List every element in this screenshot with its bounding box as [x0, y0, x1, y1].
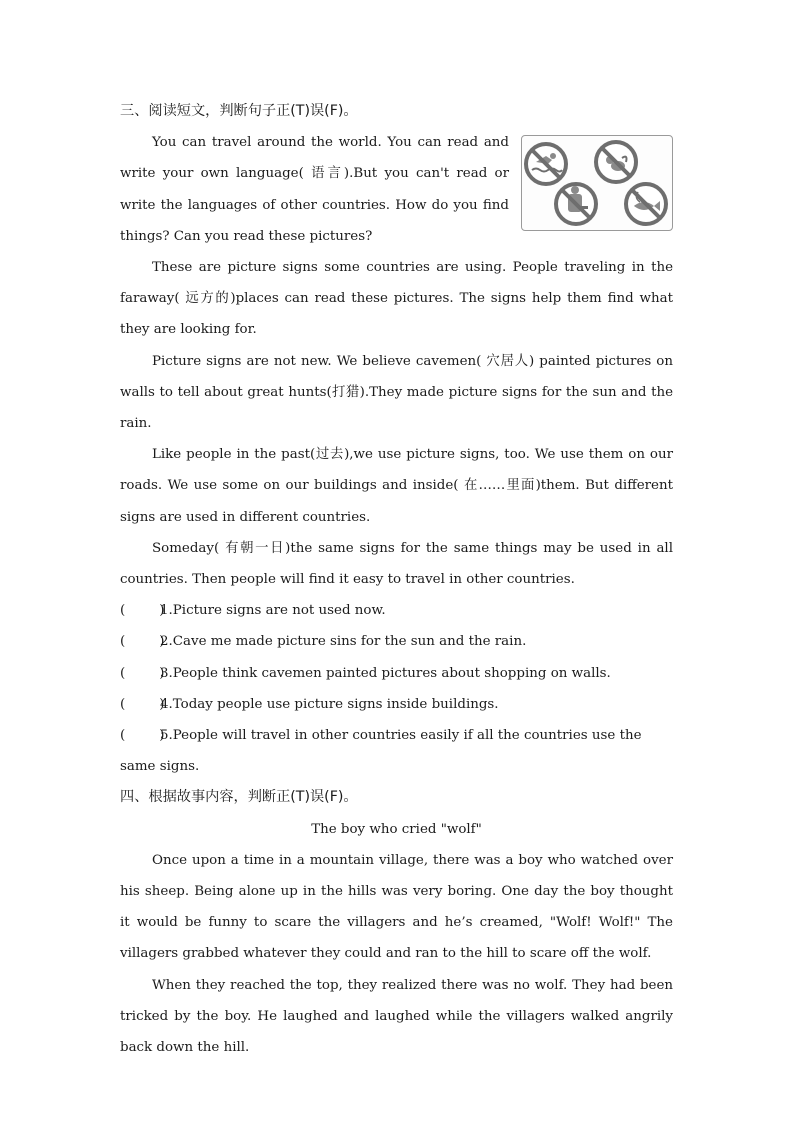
no-smoking-icon: [556, 184, 596, 224]
answer-blank-3[interactable]: ( ): [120, 665, 165, 681]
question-5: [120, 720, 673, 782]
passage-paragraph-3: Picture signs are not new. We believe cavemen( 穴居人) painted pictures on walls to tell about great hunts(打猎).They made picture signs for the sun and the rain.: [120, 353, 673, 432]
no-pets-icon: [596, 142, 636, 182]
story-title: The boy who cried "wolf": [311, 821, 482, 837]
question-text-3: 3.People think cavemen painted pictures about shopping on walls.: [160, 665, 611, 681]
passage-paragraph-4: Like people in the past(过去),we use picture signs, too. We use them on our roads. We use some on our buildings and inside( 在……里面)them. But different signs are used in different countries.: [120, 447, 673, 525]
section3-heading: 三、阅读短文，判断句子正(T)误(F)。: [120, 103, 358, 119]
question-text-4: 4.Today people use picture signs inside buildings.: [160, 696, 499, 712]
passage-paragraph-1: You can travel around the world. You can read and write your own language( 语言).But you can't read or write the languages of other countries. How do you find things? Can you read these pictures?: [120, 135, 509, 244]
picture-signs-image: [521, 135, 673, 231]
answer-blank-1[interactable]: ( ): [120, 603, 165, 619]
no-swimming-icon: [526, 144, 566, 184]
answer-blank-5[interactable]: ( ): [120, 728, 165, 744]
question-text-5: 5.People will travel in other countries easily if all the countries use the same signs.: [120, 728, 642, 775]
answer-blank-2[interactable]: ( ): [120, 634, 165, 650]
answer-blank-4[interactable]: ( ): [120, 696, 165, 712]
worksheet-page: [120, 96, 673, 1063]
question-text-2: 2.Cave me made picture sins for the sun and the rain.: [160, 634, 527, 650]
question-4: [120, 689, 673, 720]
question-text-1: 1.Picture signs are not used now.: [160, 603, 386, 619]
section3-intro: [120, 127, 673, 252]
section4-heading: 四、根据故事内容，判断正(T)误(F)。: [120, 789, 358, 806]
passage-paragraph-5: Someday( 有朝一日)the same signs for the same things may be used in all countries. Then people will find it easy to travel in other countries.: [120, 540, 673, 588]
story-paragraph-2: When they reached the top, they realized there was no wolf. They had been tricked by the boy. He laughed and laughed while the villagers walked angrily back down the hill.: [120, 977, 673, 1056]
story-paragraph-1: Once upon a time in a mountain village, there was a boy who watched over his sheep. Being alone up in the hills was very boring. One day the boy thought it would be funny to scare the villagers and he’s creamed, "Wolf! Wolf!" The villagers grabbed whatever they could and ran to the hill to scare off the wolf.: [120, 852, 673, 962]
question-2: [120, 626, 673, 657]
passage-paragraph-2: These are picture signs some countries are using. People traveling in the faraway( 远方的)places can read these pictures. The signs help them find what they are looking for.: [120, 260, 673, 338]
no-fishing-icon: [626, 184, 666, 224]
question-3: [120, 658, 673, 689]
question-1: [120, 595, 673, 626]
